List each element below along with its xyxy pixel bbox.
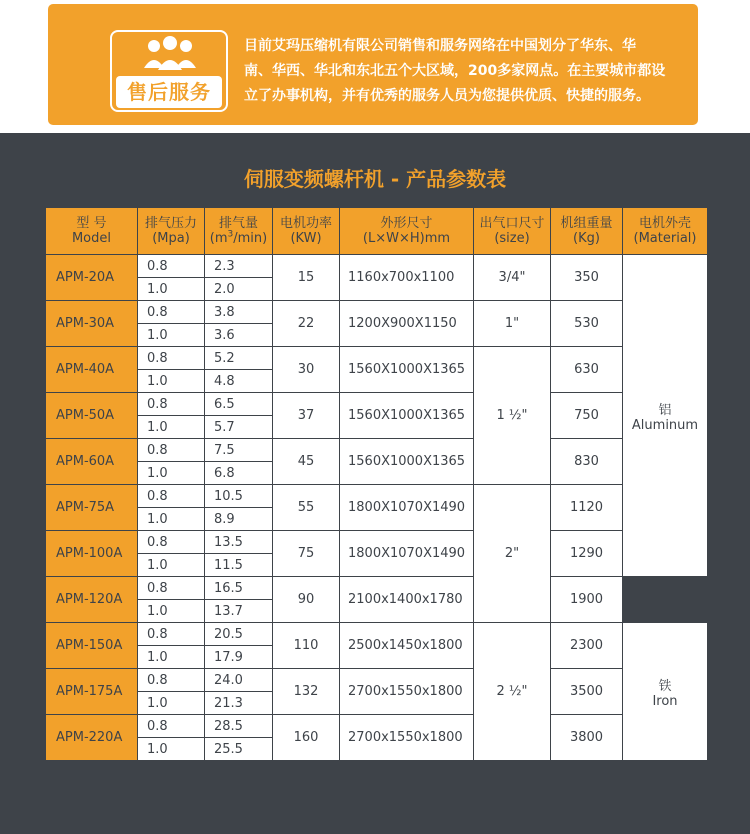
flow-cell: 5.2 — [205, 347, 273, 370]
table-row — [46, 301, 708, 324]
flow-cell: 4.8 — [205, 370, 273, 393]
table-row — [46, 439, 708, 462]
header-model: 型 号 Model — [46, 208, 138, 255]
header-housing: 电机外壳 (Material) — [623, 208, 708, 255]
people-icon — [142, 36, 198, 76]
header-power: 电机功率 (KW) — [273, 208, 340, 255]
model-cell: APM-20A — [46, 255, 138, 301]
model-cell: APM-150A — [46, 623, 138, 669]
weight-cell: 830 — [551, 439, 623, 485]
pressure-cell: 0.8 — [138, 577, 205, 600]
power-cell: 30 — [273, 347, 340, 393]
pressure-cell: 1.0 — [138, 416, 205, 439]
after-sales-logo — [110, 30, 230, 116]
flow-cell: 2.3 — [205, 255, 273, 278]
pressure-cell: 1.0 — [138, 600, 205, 623]
outlet-cell: 1" — [474, 301, 551, 347]
weight-cell: 530 — [551, 301, 623, 347]
power-cell: 15 — [273, 255, 340, 301]
power-cell: 160 — [273, 715, 340, 761]
banner-line: 立了办事机构，并有优秀的服务人员为您提供优质、快捷的服务。 — [244, 88, 650, 104]
pressure-cell: 0.8 — [138, 485, 205, 508]
pressure-cell: 1.0 — [138, 324, 205, 347]
pressure-cell: 1.0 — [138, 646, 205, 669]
dimension-cell: 2700x1550x1800 — [340, 669, 474, 715]
pressure-cell: 0.8 — [138, 255, 205, 278]
pressure-cell: 1.0 — [138, 508, 205, 531]
power-cell: 90 — [273, 577, 340, 623]
banner-line: 南、华西、华北和东北五个大区域，200多家网点。在主要城市都设 — [244, 63, 666, 79]
outlet-cell: 3/4" — [474, 255, 551, 301]
table-row — [46, 623, 708, 646]
outlet-cell: 2 ½" — [474, 623, 551, 761]
flow-cell: 6.5 — [205, 393, 273, 416]
pressure-cell: 0.8 — [138, 623, 205, 646]
power-cell: 110 — [273, 623, 340, 669]
model-cell: APM-50A — [46, 393, 138, 439]
flow-cell: 5.7 — [205, 416, 273, 439]
flow-cell: 25.5 — [205, 738, 273, 761]
model-cell: APM-30A — [46, 301, 138, 347]
outlet-cell: 1 ½" — [474, 347, 551, 485]
material-cell: 铝 Aluminum — [623, 255, 708, 577]
model-cell: APM-175A — [46, 669, 138, 715]
header-flow: 排气量 $(m^3/\min)$ — [205, 208, 273, 255]
flow-cell: 3.8 — [205, 301, 273, 324]
dimension-cell: 1160x700x1100 — [340, 255, 474, 301]
model-cell: APM-120A — [46, 577, 138, 623]
model-cell: APM-40A — [46, 347, 138, 393]
weight-cell: 1120 — [551, 485, 623, 531]
flow-cell: 11.5 — [205, 554, 273, 577]
weight-cell: 1900 — [551, 577, 623, 623]
model-cell: APM-100A — [46, 531, 138, 577]
dimension-cell: 1560X1000X1365 — [340, 439, 474, 485]
dimension-cell: 2500x1450x1800 — [340, 623, 474, 669]
table-row — [46, 669, 708, 692]
flow-cell: 28.5 — [205, 715, 273, 738]
flow-cell: 3.6 — [205, 324, 273, 347]
power-cell: 55 — [273, 485, 340, 531]
pressure-cell: 0.8 — [138, 347, 205, 370]
pressure-cell: 1.0 — [138, 370, 205, 393]
pressure-cell: 0.8 — [138, 301, 205, 324]
power-cell: 45 — [273, 439, 340, 485]
weight-cell: 2300 — [551, 623, 623, 669]
power-cell: 37 — [273, 393, 340, 439]
dimension-cell: 2100x1400x1780 — [340, 577, 474, 623]
weight-cell: 3800 — [551, 715, 623, 761]
table-row — [46, 577, 708, 600]
dimension-cell: 1560X1000X1365 — [340, 347, 474, 393]
flow-cell: 6.8 — [205, 462, 273, 485]
pressure-cell: 1.0 — [138, 554, 205, 577]
weight-cell: 3500 — [551, 669, 623, 715]
table-row — [46, 393, 708, 416]
weight-cell: 1290 — [551, 531, 623, 577]
header-row — [46, 208, 708, 255]
material-cell: 铁 Iron — [623, 623, 708, 761]
model-cell: APM-60A — [46, 439, 138, 485]
flow-cell: 24.0 — [205, 669, 273, 692]
weight-cell: 630 — [551, 347, 623, 393]
header-outlet: 出气口尺寸 (size) — [474, 208, 551, 255]
pressure-cell: 0.8 — [138, 531, 205, 554]
after-sales-banner — [48, 4, 698, 125]
dimension-cell: 1800X1070X1490 — [340, 531, 474, 577]
flow-cell: 21.3 — [205, 692, 273, 715]
table-row — [46, 531, 708, 554]
pressure-cell: 0.8 — [138, 393, 205, 416]
power-cell: 132 — [273, 669, 340, 715]
table-row — [46, 715, 708, 738]
header-weight: 机组重量 (Kg) — [551, 208, 623, 255]
pressure-cell: 0.8 — [138, 669, 205, 692]
flow-cell: 17.9 — [205, 646, 273, 669]
power-cell: 22 — [273, 301, 340, 347]
pressure-cell: 1.0 — [138, 692, 205, 715]
table-row — [46, 485, 708, 508]
pressure-cell: 1.0 — [138, 278, 205, 301]
table-row — [46, 347, 708, 370]
header-dimensions: 外形尺寸 (L×W×H)mm — [340, 208, 474, 255]
weight-cell: 750 — [551, 393, 623, 439]
banner-description — [244, 34, 734, 109]
flow-cell: 10.5 — [205, 485, 273, 508]
pressure-cell: 0.8 — [138, 715, 205, 738]
dimension-cell: 1560X1000X1365 — [340, 393, 474, 439]
spec-table — [45, 207, 708, 761]
flow-cell: 20.5 — [205, 623, 273, 646]
banner-line: 目前艾玛压缩机有限公司销售和服务网络在中国划分了华东、华 — [244, 38, 636, 54]
flow-cell: 2.0 — [205, 278, 273, 301]
model-cell: APM-75A — [46, 485, 138, 531]
pressure-cell: 1.0 — [138, 462, 205, 485]
dimension-cell: 2700x1550x1800 — [340, 715, 474, 761]
flow-cell: 13.5 — [205, 531, 273, 554]
flow-cell: 8.9 — [205, 508, 273, 531]
flow-cell: 13.7 — [205, 600, 273, 623]
table-row — [46, 255, 708, 278]
pressure-cell: 1.0 — [138, 738, 205, 761]
model-cell: APM-220A — [46, 715, 138, 761]
header-pressure: 排气压力 (Mpa) — [138, 208, 205, 255]
power-cell: 75 — [273, 531, 340, 577]
weight-cell: 350 — [551, 255, 623, 301]
outlet-cell: 2" — [474, 485, 551, 623]
pressure-cell: 0.8 — [138, 439, 205, 462]
dimension-cell: 1800X1070X1490 — [340, 485, 474, 531]
table-title: 伺服变频螺杆机 - 产品参数表 — [243, 167, 507, 191]
dimension-cell: 1200X900X1150 — [340, 301, 474, 347]
flow-cell: 7.5 — [205, 439, 273, 462]
flow-cell: 16.5 — [205, 577, 273, 600]
logo-label: 售后服务 — [116, 76, 222, 108]
